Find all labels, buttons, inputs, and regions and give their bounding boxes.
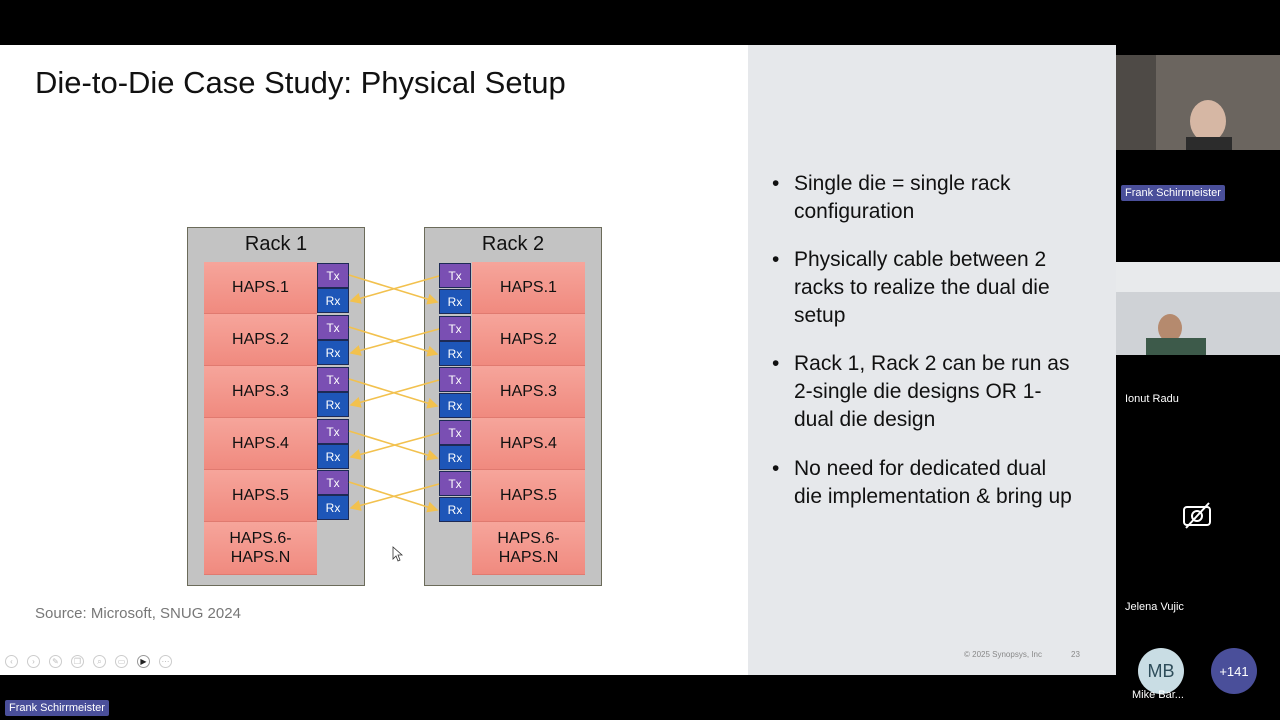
- rack1-haps-5: HAPS.5: [204, 470, 317, 522]
- source-note: Source: Microsoft, SNUG 2024: [35, 605, 241, 622]
- video-frame-1: [1116, 55, 1280, 150]
- camera-icon[interactable]: ▶: [137, 655, 150, 668]
- mouse-cursor-icon: [393, 547, 402, 561]
- bullet-1: [772, 170, 1072, 226]
- video-tile-1[interactable]: [1116, 55, 1280, 150]
- camera-off-icon: [1181, 499, 1213, 531]
- rack2-rx-3: Rx: [439, 393, 471, 418]
- rack1-rx-2: Rx: [317, 340, 349, 365]
- rack2-haps-6-n: [472, 522, 585, 575]
- rack1-haps-4: HAPS.4: [204, 418, 317, 470]
- slide-number: 23: [1071, 650, 1080, 659]
- bullet-dot: •: [772, 172, 780, 195]
- more-participants-button[interactable]: +141: [1211, 648, 1257, 694]
- video-frame-2: [1116, 262, 1280, 355]
- rack2-haps-6-line1: HAPS.6-: [497, 530, 560, 547]
- rack1-rx-4: Rx: [317, 444, 349, 469]
- rack1-tx-3: Tx: [317, 367, 349, 392]
- rack2-tx-1: Tx: [439, 263, 471, 288]
- rack-2-title: Rack 2: [481, 233, 545, 255]
- rack1-haps-6-line2: HAPS.N: [230, 549, 291, 566]
- pen-icon[interactable]: ✎: [49, 655, 62, 668]
- rack1-tx-2: Tx: [317, 315, 349, 340]
- rack1-haps-6-line1: HAPS.6-: [229, 530, 292, 547]
- bullet-3-text: Rack 1, Rack 2 can be run as 2-single die designs OR 1-dual die design: [794, 352, 1070, 431]
- copyright: © 2025 Synopsys, Inc: [964, 650, 1042, 659]
- bullet-2: [772, 246, 1072, 330]
- avatar-name: Mike Bar...: [1132, 689, 1184, 701]
- rack1-haps-2: HAPS.2: [204, 314, 317, 366]
- rack2-tx-2: Tx: [439, 316, 471, 341]
- rack1-rx-5: Rx: [317, 495, 349, 520]
- bullet-dot: •: [772, 457, 780, 480]
- avatar[interactable]: MB: [1138, 648, 1184, 694]
- bullet-dot: •: [772, 352, 780, 375]
- rack1-tx-5: Tx: [317, 470, 349, 495]
- rack2-haps-4: HAPS.4: [472, 418, 585, 470]
- rack2-haps-3: HAPS.3: [472, 366, 585, 418]
- video-tile-2[interactable]: [1116, 262, 1280, 355]
- next-icon[interactable]: ›: [27, 655, 40, 668]
- rack2-tx-3: Tx: [439, 367, 471, 392]
- bullet-1-text: Single die = single rack configuration: [794, 172, 1011, 223]
- bullet-3: [772, 350, 1072, 434]
- rack1-haps-3: HAPS.3: [204, 366, 317, 418]
- rack1-tx-1: Tx: [317, 263, 349, 288]
- rack-1-title: Rack 1: [244, 233, 308, 255]
- rack2-haps-2: HAPS.2: [472, 314, 585, 366]
- rack2-haps-6-line2: HAPS.N: [498, 549, 559, 566]
- rack1-rx-3: Rx: [317, 392, 349, 417]
- rack2-rx-4: Rx: [439, 445, 471, 470]
- more-icon[interactable]: ⋯: [159, 655, 172, 668]
- rack2-rx-2: Rx: [439, 341, 471, 366]
- rack1-haps-1: HAPS.1: [204, 262, 317, 314]
- rack2-tx-5: Tx: [439, 471, 471, 496]
- rack1-tx-4: Tx: [317, 419, 349, 444]
- rack1-rx-1: Rx: [317, 288, 349, 313]
- zoom-icon[interactable]: ⌕: [93, 655, 106, 668]
- rack2-haps-1: HAPS.1: [472, 262, 585, 314]
- video3-name: Jelena Vujic: [1125, 601, 1184, 613]
- video1-name-tag: Frank Schirrmeister: [1121, 185, 1225, 201]
- bullet-2-text: Physically cable between 2 racks to realize the dual die setup: [794, 248, 1050, 327]
- rack2-rx-5: Rx: [439, 497, 471, 522]
- rack2-haps-5: HAPS.5: [472, 470, 585, 522]
- bullet-4: [772, 455, 1072, 511]
- prev-icon[interactable]: ‹: [5, 655, 18, 668]
- bullet-dot: •: [772, 248, 780, 271]
- subtitle-icon[interactable]: ▭: [115, 655, 128, 668]
- bullet-4-text: No need for dedicated dual die implementation & bring up: [794, 457, 1072, 508]
- copy-icon[interactable]: ❐: [71, 655, 84, 668]
- video2-name: Ionut Radu: [1125, 393, 1179, 405]
- slide-title: Die-to-Die Case Study: Physical Setup: [35, 65, 566, 100]
- rack2-tx-4: Tx: [439, 420, 471, 445]
- presenter-name-tag: Frank Schirrmeister: [5, 700, 109, 716]
- slide: [0, 45, 1116, 675]
- rack1-haps-6-n: [204, 522, 317, 575]
- rack2-rx-1: Rx: [439, 289, 471, 314]
